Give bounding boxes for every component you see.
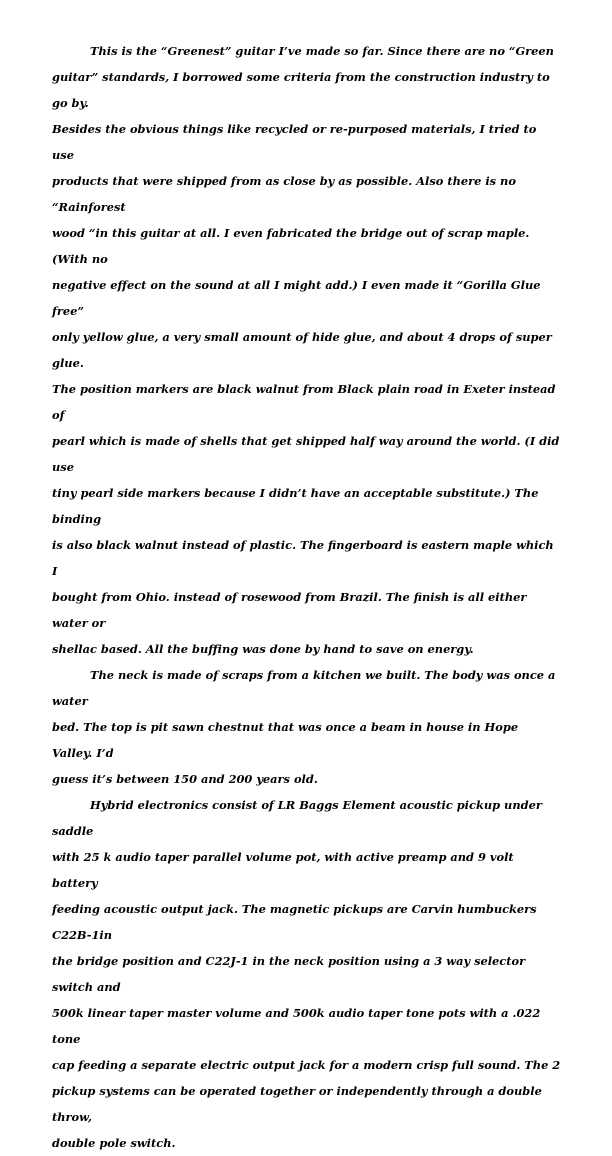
- document-page: [52, 38, 562, 1156]
- paragraph-green-guitar: This is the “Greenest” guitar I’ve made so far. Since there are no “Green guitar” standards, I borrowed some criteria from the construction industry to go by. Besides the obvious things like recycled or re-purposed materials, I tried to use products that were shipped from as close by as possible. Also there is no “Rainforest wood “in this guitar at all. I even fabricated the bridge out of scrap maple. (With no negative effect on the sound at all I might add.) I even made it “Gorilla Glue free” only yellow glue, a very small amount of hide glue, and about 4 drops of super glue. The position markers are black walnut from Black plain road in Exeter instead of pearl which is made of shells that get shipped half way around the world. (I did use tiny pearl side markers because I didn’t have an acceptable substitute.) The binding is also black walnut instead of plastic. The fingerboard is eastern maple which I bought from Ohio. instead of rosewood from Brazil. The finish is all either water or shellac based. All the buffing was done by hand to save on energy.: [52, 44, 560, 656]
- paragraph-neck-body: The neck is made of scraps from a kitchen we built. The body was once a water bed. The top is pit sawn chestnut that was once a beam in house in Hope Valley. I’d guess it’s between 150 and 200 years old.: [52, 668, 556, 786]
- paragraph-electronics: Hybrid electronics consist of LR Baggs Element acoustic pickup under saddle with 25 k audio taper parallel volume pot, with active preamp and 9 volt battery feeding acoustic output jack. The magnetic pickups are Carvin humbuckers C22B-1in the bridge position and C22J-1 in the neck position using a 3 way selector switch and 500k linear taper master volume and 500k audio taper tone pots with a .022 tone cap feeding a separate electric output jack for a modern crisp full sound. The 2 pickup systems can be operated together or independently through a double throw, double pole switch.: [52, 798, 561, 1150]
